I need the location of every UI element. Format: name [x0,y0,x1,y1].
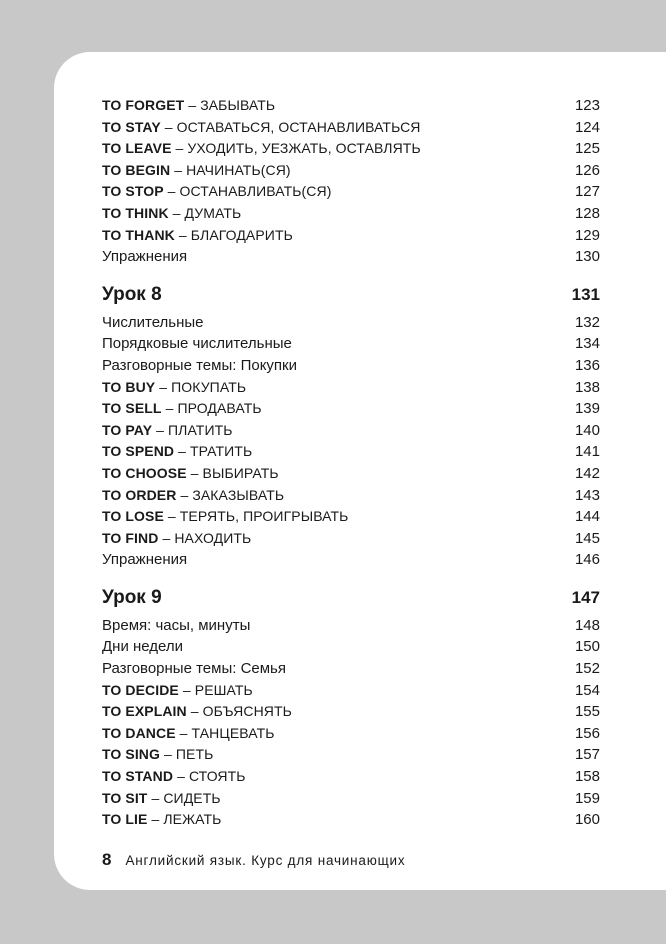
toc-entry-verb: TO THANK [102,226,175,243]
toc-entry-page: 123 [574,97,600,114]
toc-entry-title [102,766,246,788]
toc-entry-title [102,636,183,658]
toc-entry [102,463,600,485]
toc-entry-text: – ТЕРЯТЬ, ПРОИГРЫВАТЬ [167,508,349,525]
toc-entry [102,117,600,139]
toc-entry [102,744,600,766]
toc-entry-text: – ПЛАТИТЬ [156,421,233,438]
toc-entry-page: 158 [574,768,600,786]
toc-entry-text: – БЛАГОДАРИТЬ [178,226,293,243]
toc-entry [102,398,600,420]
toc-entry-page: 155 [574,703,600,721]
toc-entry-text: – УХОДИТЬ, УЕЗЖАТЬ, ОСТАВЛЯТЬ [175,140,421,157]
toc-entry [102,377,600,399]
toc-entry-verb: TO SELL [102,400,162,417]
toc-entry-page: 156 [574,724,600,742]
toc-entry-verb: TO FORGET [102,97,185,113]
toc-entry-verb: TO STAND [102,768,174,785]
toc-entry-verb: TO DECIDE [102,681,179,698]
toc-entry-text: – ДУМАТЬ [172,204,242,221]
toc-entry-page: 126 [574,161,600,179]
toc-entry-title [102,463,279,485]
toc-entry-page: 148 [574,616,600,634]
toc-entry-text: – ОСТАВАТЬСЯ, ОСТАНАВЛИВАТЬСЯ [164,118,421,135]
toc-entry-text: – ЛЕЖАТЬ [151,811,222,828]
toc-entry [102,181,600,203]
toc-entry [102,203,600,225]
toc-group-lesson-8 [102,312,600,571]
toc-entry [102,723,600,745]
toc-entry-text: Порядковые числительные [102,335,292,353]
toc-entry [102,549,600,571]
toc-entry-text: – НАЧИНАТЬ(СЯ) [174,161,291,178]
toc-entry-text: – ТРАТИТЬ [178,443,253,460]
toc-entry [102,355,600,377]
toc-entry-title [102,485,284,507]
toc-entry-page: 132 [574,313,600,331]
toc-entry [102,788,600,810]
toc-entry [102,636,600,658]
toc-entry [102,680,600,702]
toc-entry-page: 146 [574,551,600,569]
toc-entry-title [102,549,187,571]
lesson-title: Урок 9 [102,586,162,608]
toc-entry-page: 141 [574,443,600,461]
toc-entry-page: 140 [574,421,600,439]
toc-entry [102,420,600,442]
toc-entry-title [102,225,293,247]
toc-entry-title [102,615,250,637]
toc-entry-title [102,744,213,766]
toc-entry-verb: TO DANCE [102,724,176,741]
toc-entry-page: 125 [574,140,600,158]
toc-entry-text: – ВЫБИРАТЬ [190,464,279,481]
toc-entry-verb: TO EXPLAIN [102,703,187,720]
toc-entry-text: Дни недели [102,638,184,656]
toc-entry-title [102,312,204,334]
toc-entry-title [102,680,253,702]
toc-entry-title [102,441,252,463]
toc-entry-title [102,181,331,203]
toc-entry-text: – СИДЕТЬ [151,789,221,806]
toc-entry-title [102,203,241,225]
toc-entry-page: 154 [574,681,600,699]
toc-entry-title [102,398,262,420]
page-number: 8 [102,850,112,869]
toc-entry-text: Разговорные темы: Покупки [102,356,297,374]
toc-entry-verb: TO LEAVE [102,140,172,157]
toc-entry-page: 150 [574,638,600,656]
toc-entry [102,95,600,117]
toc-entry-page: 136 [574,356,600,374]
toc-entry-page: 124 [574,118,600,136]
toc-entry-page: 130 [574,248,600,266]
toc-entry-verb: TO SING [102,746,161,763]
toc-entry-page: 159 [574,789,600,807]
toc-entry-verb: TO STOP [102,183,164,200]
toc-entry-title [102,333,292,355]
toc-entry-page: 143 [574,486,600,504]
toc-entry-verb: TO BEGIN [102,161,171,178]
toc-entry [102,528,600,550]
toc-entry-title [102,506,348,528]
toc-entry-page: 144 [574,508,600,526]
lesson-page: 147 [571,587,600,607]
toc-entry-page: 142 [574,464,600,482]
toc-entry-page: 138 [574,378,600,396]
toc-entry-text: – ОБЪЯСНЯТЬ [190,703,292,720]
toc-entry-title [102,701,292,723]
toc-entry-verb: TO STAY [102,118,161,135]
toc-entry-page: 129 [574,226,600,244]
toc-entry [102,701,600,723]
toc-entry-verb: TO BUY [102,378,156,395]
toc-entry-title [102,117,421,139]
toc-entry-page: 139 [574,400,600,418]
toc-entry-title [102,528,251,550]
toc-entry-title [102,246,187,268]
toc-entry-title [102,377,246,399]
toc-entry-page: 145 [574,529,600,547]
lesson-9-heading [102,581,600,615]
toc-entry [102,138,600,160]
toc-entry-text: – ЗАБЫВАТЬ [188,97,276,113]
toc-entry [102,160,600,182]
toc-entry [102,658,600,680]
toc-entry-title [102,788,221,810]
toc-entry [102,441,600,463]
toc-entry-text: – ПОКУПАТЬ [159,378,247,395]
toc-group-top [102,95,600,268]
toc-entry-text: Упражнения [102,551,188,569]
toc-entry [102,809,600,831]
toc-entry-text: – ПЕТЬ [164,746,214,763]
toc-entry-text: Время: часы, минуты [102,616,251,634]
toc-entry-page: 152 [574,660,600,678]
toc-entry-page: 127 [574,183,600,201]
toc-entry-verb: TO LOSE [102,508,164,525]
toc-entry-title [102,723,275,745]
toc-entry-title [102,809,221,831]
toc-entry-title [102,355,297,377]
toc-entry-title [102,138,421,160]
toc-entry-text: – ПРОДАВАТЬ [165,400,262,417]
toc-entry [102,485,600,507]
toc-entry-page: 134 [574,335,600,353]
toc-entry-verb: TO THINK [102,204,169,221]
toc-entry-text: – ТАНЦЕВАТЬ [179,724,275,741]
toc-entry [102,246,600,268]
toc-entry-text: – ЗАКАЗЫВАТЬ [180,486,285,503]
toc-entry-verb: TO CHOOSE [102,464,187,481]
toc-entry-verb: TO FIND [102,529,159,546]
toc-entry-verb: TO SPEND [102,443,175,460]
lesson-page: 131 [571,284,600,304]
toc-entry [102,766,600,788]
toc-entry-text: Разговорные темы: Семья [102,660,286,678]
toc-entry [102,312,600,334]
toc-entry [102,615,600,637]
toc-entry-page: 160 [574,811,600,829]
toc-entry-text: Числительные [102,313,204,331]
toc-entry-text: – ОСТАНАВЛИВАТЬ(СЯ) [167,183,332,200]
toc-entry-verb: TO PAY [102,421,153,438]
table-of-contents [102,95,600,831]
toc-entry-verb: TO ORDER [102,486,177,503]
book-title: Английский язык. Курс для начинающих [125,853,406,868]
toc-entry-text: – СТОЯТЬ [177,768,246,785]
toc-entry-title [102,95,275,117]
toc-entry-page: 128 [574,204,600,222]
page-footer [102,850,405,870]
toc-entry-verb: TO LIE [102,811,148,828]
lesson-title: Урок 8 [102,283,162,305]
toc-entry [102,225,600,247]
toc-entry-title [102,658,286,680]
toc-entry-text: – НАХОДИТЬ [162,529,252,546]
toc-entry [102,333,600,355]
toc-entry-page: 157 [574,746,600,764]
toc-entry-text: – РЕШАТЬ [182,681,253,698]
toc-entry-verb: TO SIT [102,789,148,806]
toc-entry-text: Упражнения [102,248,188,266]
toc-entry-title [102,160,291,182]
toc-entry [102,506,600,528]
lesson-8-heading [102,278,600,312]
toc-group-lesson-9 [102,615,600,831]
toc-entry-title [102,420,233,442]
